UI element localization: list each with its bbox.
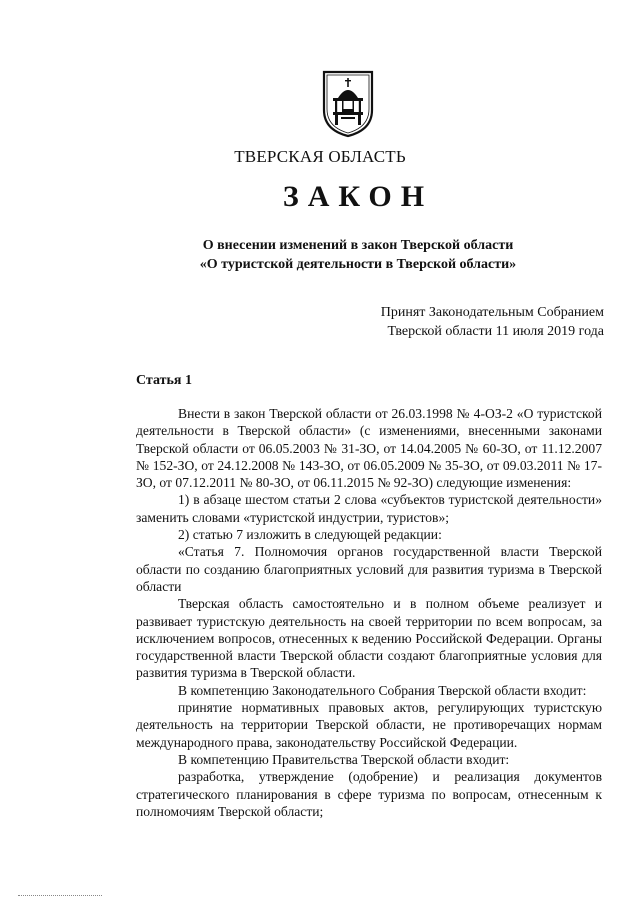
document-type-title: ЗАКОН [282,180,434,213]
article-paragraph: «Статья 7. Полномочия органов государственной власти Тверской области по созданию благоприятных условий для развития туризма в Тверской области [136,544,602,594]
article-paragraph: разработка, утверждение (одобрение) и реализация документов стратегического планирования в сфере туризма по вопросам, отнесенным к полномочиям Тверской области; [136,769,602,819]
article-paragraph: 2) статью 7 изложить в следующей редакции: [178,527,442,543]
footer-scan-mark [18,892,102,896]
adoption-note [381,303,604,341]
article-paragraph: Тверская область самостоятельно и в полном объеме реализует и развивает туристскую деятельность на своей территории по всем вопросам, за исключением вопросов, отнесенных к ведению Российской Федерации. Органы государственной власти Тверской области создают благоприятные условия для развития туризма в Тверской области. [136,596,602,681]
law-subject [0,236,640,274]
region-title: ТВЕРСКАЯ ОБЛАСТЬ [234,147,406,166]
tver-coat-of-arms-icon [320,68,376,138]
adoption-note-line-2: Тверской области 11 июля 2019 года [387,324,604,339]
article-body [136,405,602,820]
adoption-note-line-1: Принят Законодательным Собранием [380,305,604,320]
article-paragraph: В компетенцию Законодательного Собрания Тверской области входит: [178,682,587,698]
law-subject-line-1: О внесении изменений в закон Тверской области [202,238,514,253]
article-paragraph: Внести в закон Тверской области от 26.03.1998 № 4-ОЗ-2 «О туристской деятельности в Тверской области» (с изменениями, внесенными законами Тверской области от 06.05.2003 № 31-ЗО, от 14.04.2005 № 60-ЗО, от 11.12.2007 № 152-ЗО, от 24.12.2008 № 143-ЗО, от 06.05.2009 № 35-ЗО, от 09.03.2011 № 17-ЗО, от 07.12.2011 № 80-ЗО, от 06.11.2015 № 92-ЗО) следующие изменения: [136,406,602,491]
article-paragraph: принятие нормативных правовых актов, регулирующих туристскую деятельность на территории Тверской области, не противоречащих нормам международного права, законодательству Российской Федерации. [136,700,602,750]
article-paragraph: 1) в абзаце шестом статьи 2 слова «субъектов туристской деятельности» заменить словами «туристской индустрии, туристов»; [136,492,602,525]
article-title: Статья 1 [136,373,192,388]
article-paragraph: В компетенцию Правительства Тверской области входит: [178,751,510,767]
law-subject-line-2: «О туристской деятельности в Тверской области» [199,257,517,272]
